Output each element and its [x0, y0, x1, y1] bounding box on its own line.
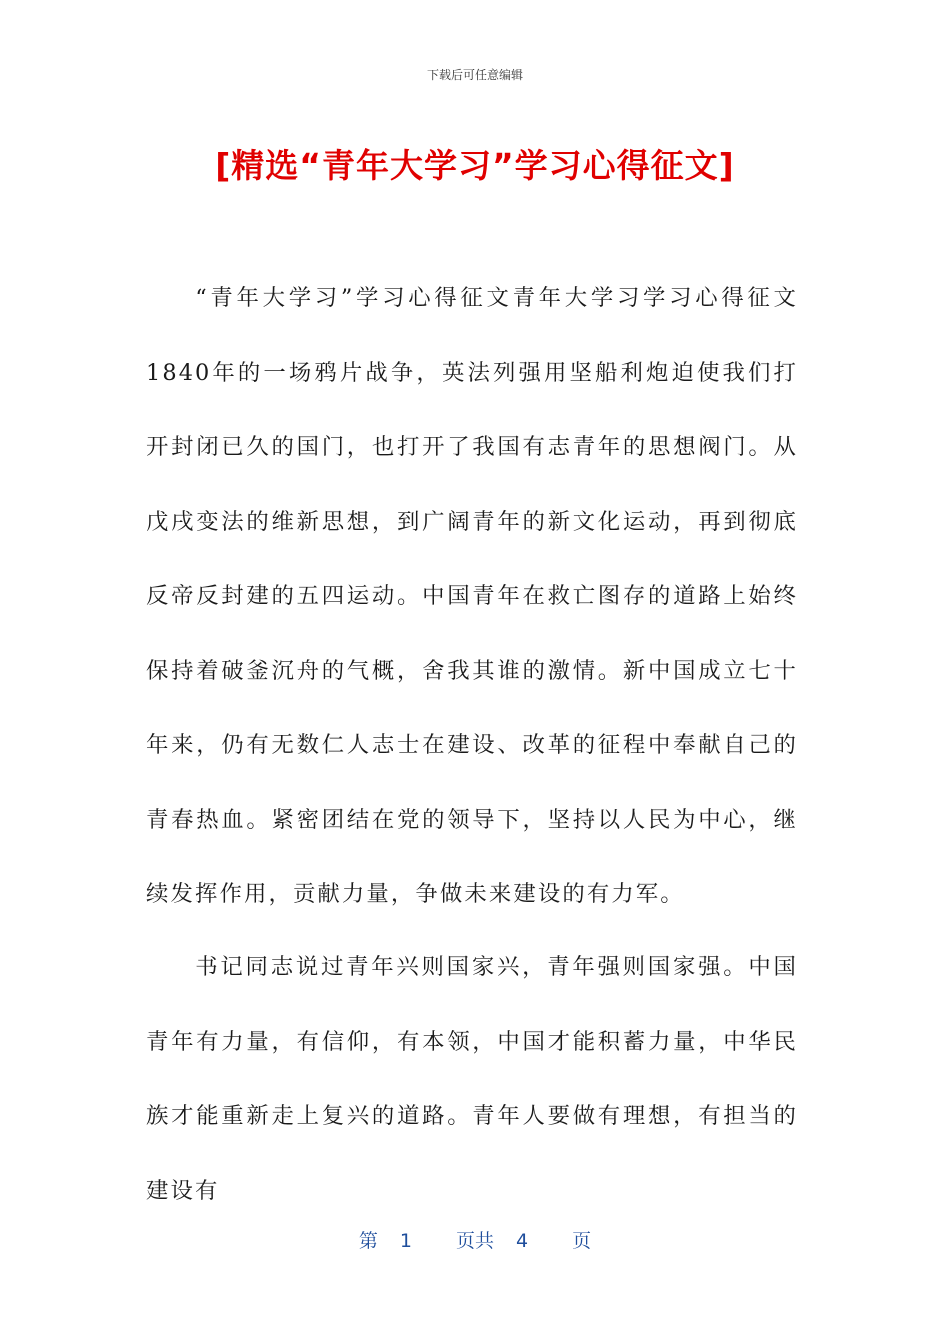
footer-page-suffix: 页: [572, 1230, 592, 1252]
footer-page-prefix: 第: [358, 1230, 378, 1252]
footer-page-total: 4: [516, 1230, 529, 1252]
body-paragraph-1: “青年大学习”学习心得征文青年大学习学习心得征文1840年的一场鸦片战争，英法列强用坚船利炮迫使我们打开封闭已久的国门，也打开了我国有志青年的思想阀门。从戊戌变法的维新思想，到广阔青年的新文化运动，再到彻底反帝反封建的五四运动。中国青年在救亡图存的道路上始终保持着破釜沉舟的气概，舍我其谁的激情。新中国成立七十年来，仍有无数仁人志士在建设、改革的征程中奉献自己的青春热血。紧密团结在党的领导下，坚持以人民为中心，继续发挥作用，贡献力量，争做未来建设的有力军。: [146, 285, 798, 907]
footer-page-number: 1: [399, 1230, 412, 1252]
document-title: [精选“青年大学习”学习心得征文]: [215, 146, 735, 185]
page-number-footer: [0, 1226, 950, 1253]
body-paragraph-2: 书记同志说过青年兴则国家兴，青年强则国家强。中国青年有力量，有信仰，有本领，中国才能积蓄力量，中华民族才能重新走上复兴的道路。青年人要做有理想，有担当的建设有: [146, 954, 798, 1204]
footer-page-middle: 页共: [455, 1230, 494, 1252]
page-header-note: 下载后可任意编辑: [426, 68, 523, 82]
